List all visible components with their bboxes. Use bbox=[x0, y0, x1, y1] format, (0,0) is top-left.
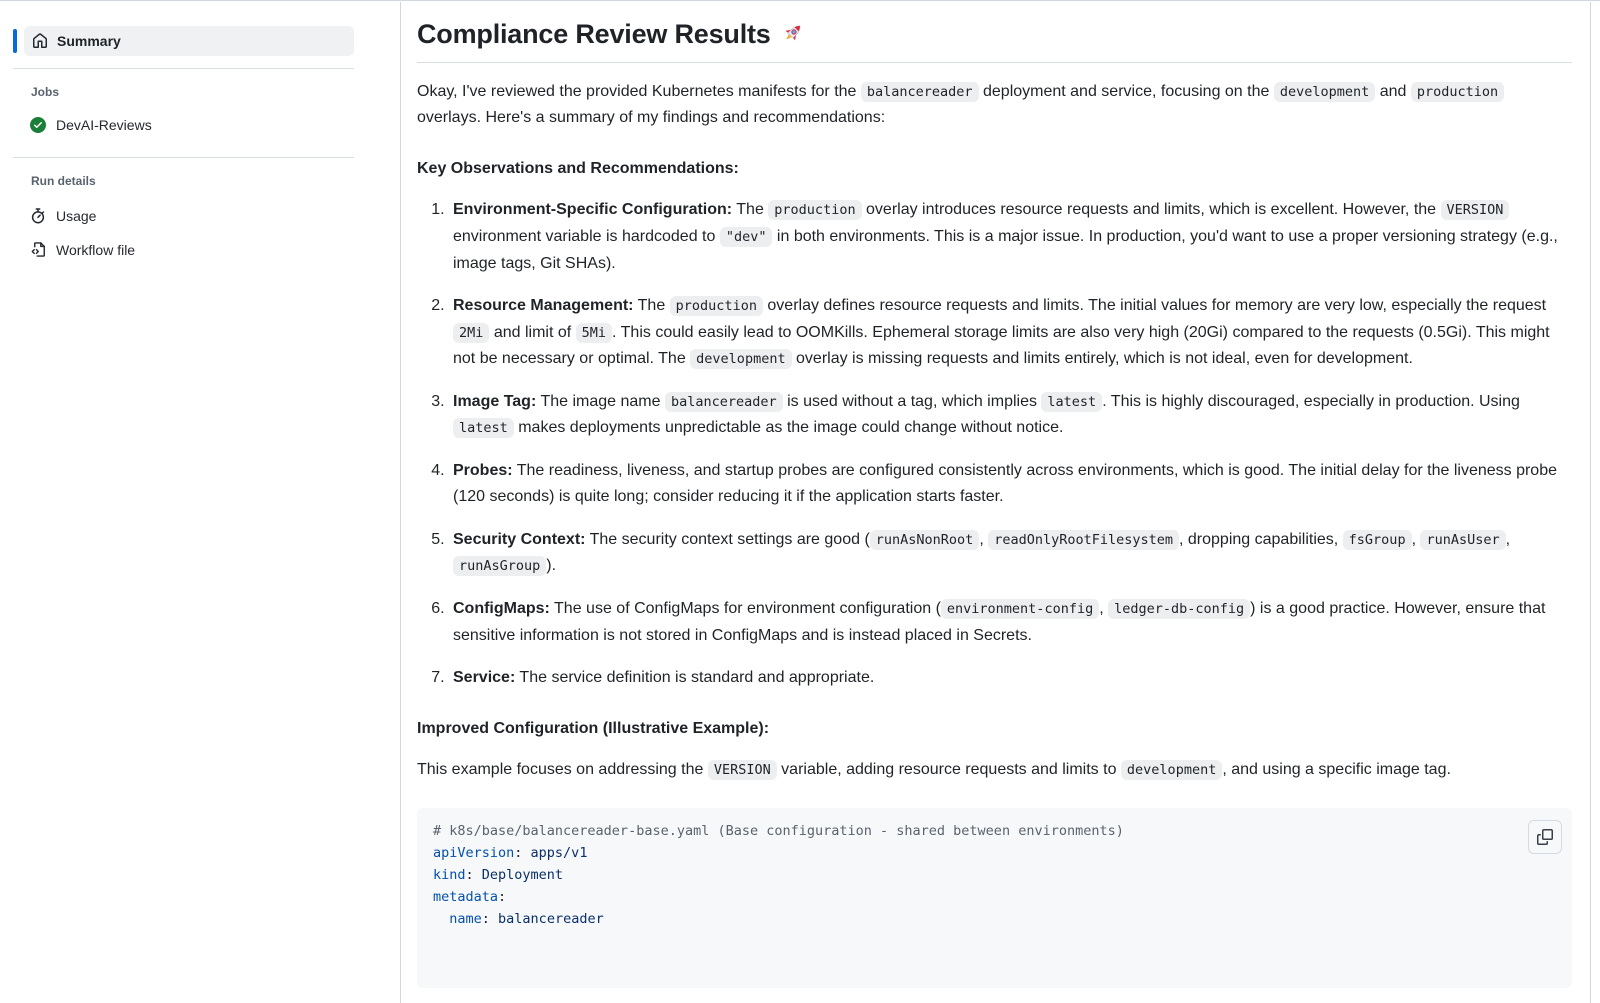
inline-code: 5Mi bbox=[576, 323, 612, 343]
inline-code: runAsUser bbox=[1420, 530, 1505, 550]
observation-item: 4. Probes: The readiness, liveness, and startup probes are configured consistently across environments, which is good. The initial delay for the liveness probe (120 seconds) is quite long; consider reducing it if the application starts faster. bbox=[449, 458, 1572, 511]
observation-item: 1. Environment-Specific Configuration: The production overlay introduces resource requests and limits, which is excellent. However, the VERSION environment variable is hardcoded to "dev" in both environments. This is a major issue. In production, you'd want to use a proper versioning strategy (e.g., image tags, Git SHAs). bbox=[449, 197, 1572, 277]
inline-code: runAsNonRoot bbox=[870, 530, 980, 550]
inline-code: production bbox=[1411, 82, 1504, 102]
inline-code: balancereader bbox=[861, 82, 979, 102]
run-details-section-label: Run details bbox=[31, 174, 96, 188]
inline-code: "dev" bbox=[720, 227, 773, 247]
sidebar-item-workflow-file[interactable] bbox=[30, 242, 400, 258]
sidebar-item-usage[interactable] bbox=[30, 208, 400, 224]
code-lines bbox=[433, 820, 1556, 930]
inline-code: development bbox=[1274, 82, 1375, 102]
inline-code: VERSION bbox=[708, 760, 777, 780]
copy-code-button[interactable] bbox=[1528, 820, 1562, 854]
job-name: DevAI-Reviews bbox=[56, 117, 152, 133]
bold-label: ConfigMaps: bbox=[453, 600, 550, 617]
yaml-code-block bbox=[417, 808, 1572, 988]
inline-code: runAsGroup bbox=[453, 556, 546, 576]
inline-code: development bbox=[1121, 760, 1222, 780]
stopwatch-icon bbox=[30, 208, 46, 224]
sidebar-item-label: Usage bbox=[56, 208, 97, 224]
bold-label: Service: bbox=[453, 669, 516, 687]
inline-code: production bbox=[670, 296, 763, 316]
inline-code: development bbox=[690, 349, 791, 369]
inline-code: 2Mi bbox=[453, 323, 489, 343]
code-line: apiVersion: apps/v1 bbox=[433, 844, 588, 861]
summary-content-panel bbox=[400, 2, 1591, 1003]
inline-code: fsGroup bbox=[1343, 530, 1412, 550]
intro-paragraph: Okay, I've reviewed the provided Kubernetes manifests for the balancereader deployment and service, focusing on the development and production overlays. Here's a summary of my findings and recommendations: bbox=[417, 79, 1572, 132]
page-title bbox=[417, 18, 1572, 63]
bold-label: Resource Management: bbox=[453, 297, 634, 315]
copy-icon bbox=[1537, 829, 1553, 845]
closing-paragraph: This example focuses on addressing the VERSION variable, adding resource requests and limits to development , and using a specific image tag. bbox=[417, 761, 1451, 779]
inline-code: readOnlyRootFilesystem bbox=[988, 530, 1179, 550]
run-sidebar bbox=[0, 2, 400, 1003]
rocket-emoji-icon bbox=[779, 21, 806, 48]
bold-label: Security Context: bbox=[453, 530, 586, 548]
inline-code: latest bbox=[1041, 392, 1102, 412]
improved-config-heading: Improved Configuration (Illustrative Example): bbox=[417, 719, 770, 737]
observation-item: 2. Resource Management: The production overlay defines resource requests and limits. The initial values for memory are very low, especially the request 2Mi and limit of 5Mi . This could easily lead to OOMKills. Ephemeral storage limits are also very high (20Gi) compared to the requests (0.5Gi). This might not be necessary or optimal. The development overlay is missing requests and limits entirely, which is not ideal, even for development. bbox=[449, 293, 1572, 373]
selected-accent-bar bbox=[13, 29, 17, 53]
bold-label: Image Tag: bbox=[453, 392, 537, 410]
code-line: kind: Deployment bbox=[433, 866, 564, 883]
check-circle-icon bbox=[30, 117, 46, 133]
sidebar-divider bbox=[13, 68, 354, 69]
jobs-section-label: Jobs bbox=[31, 85, 60, 99]
inline-code: environment-config bbox=[941, 599, 1099, 619]
code-line: metadata: bbox=[433, 888, 507, 905]
observation-item: 5. Security Context: The security context settings are good ( runAsNonRoot , readOnlyRootFilesystem , dropping capabilities, fsGroup , runAsUser , runAsGroup ). bbox=[449, 527, 1572, 580]
bold-label: Probes: bbox=[453, 461, 513, 479]
inline-code: ledger-db-config bbox=[1108, 599, 1250, 619]
sidebar-item-label: Workflow file bbox=[56, 242, 136, 258]
bold-label: Environment-Specific Configuration: bbox=[453, 201, 733, 219]
sidebar-item-label: Summary bbox=[57, 33, 121, 49]
inline-code: VERSION bbox=[1441, 200, 1510, 220]
sidebar-item-job-devai-reviews[interactable] bbox=[30, 117, 400, 133]
code-line: name: balancereader bbox=[449, 910, 604, 927]
home-icon bbox=[32, 33, 48, 49]
observation-item: 7. Service: The service definition is standard and appropriate. bbox=[449, 665, 1572, 692]
inline-code: balancereader bbox=[665, 392, 783, 412]
sidebar-item-summary[interactable] bbox=[24, 26, 354, 56]
observations-heading: Key Observations and Recommendations: bbox=[417, 159, 739, 177]
observations-list bbox=[417, 197, 1572, 691]
inline-code: production bbox=[768, 200, 861, 220]
file-code-icon bbox=[30, 242, 46, 258]
code-line: # k8s/base/balancereader-base.yaml (Base configuration - shared between environments) bbox=[433, 822, 1124, 839]
page-title-text: Compliance Review Results bbox=[417, 19, 771, 49]
observation-item: 6. ConfigMaps: The use of ConfigMaps for environment configuration ( environment-config , ledger-db-config ) is a good practice. However, ensure that sensitive information is not stored in ConfigMaps and is instead placed in Secrets. bbox=[449, 596, 1572, 649]
observation-item: 3. Image Tag: The image name balancereader is used without a tag, which implies latest . This is highly discouraged, especially in production. Using latest makes deployments unpredictable as the image could change without notice. bbox=[449, 389, 1572, 442]
sidebar-divider bbox=[13, 157, 354, 158]
inline-code: latest bbox=[453, 418, 514, 438]
